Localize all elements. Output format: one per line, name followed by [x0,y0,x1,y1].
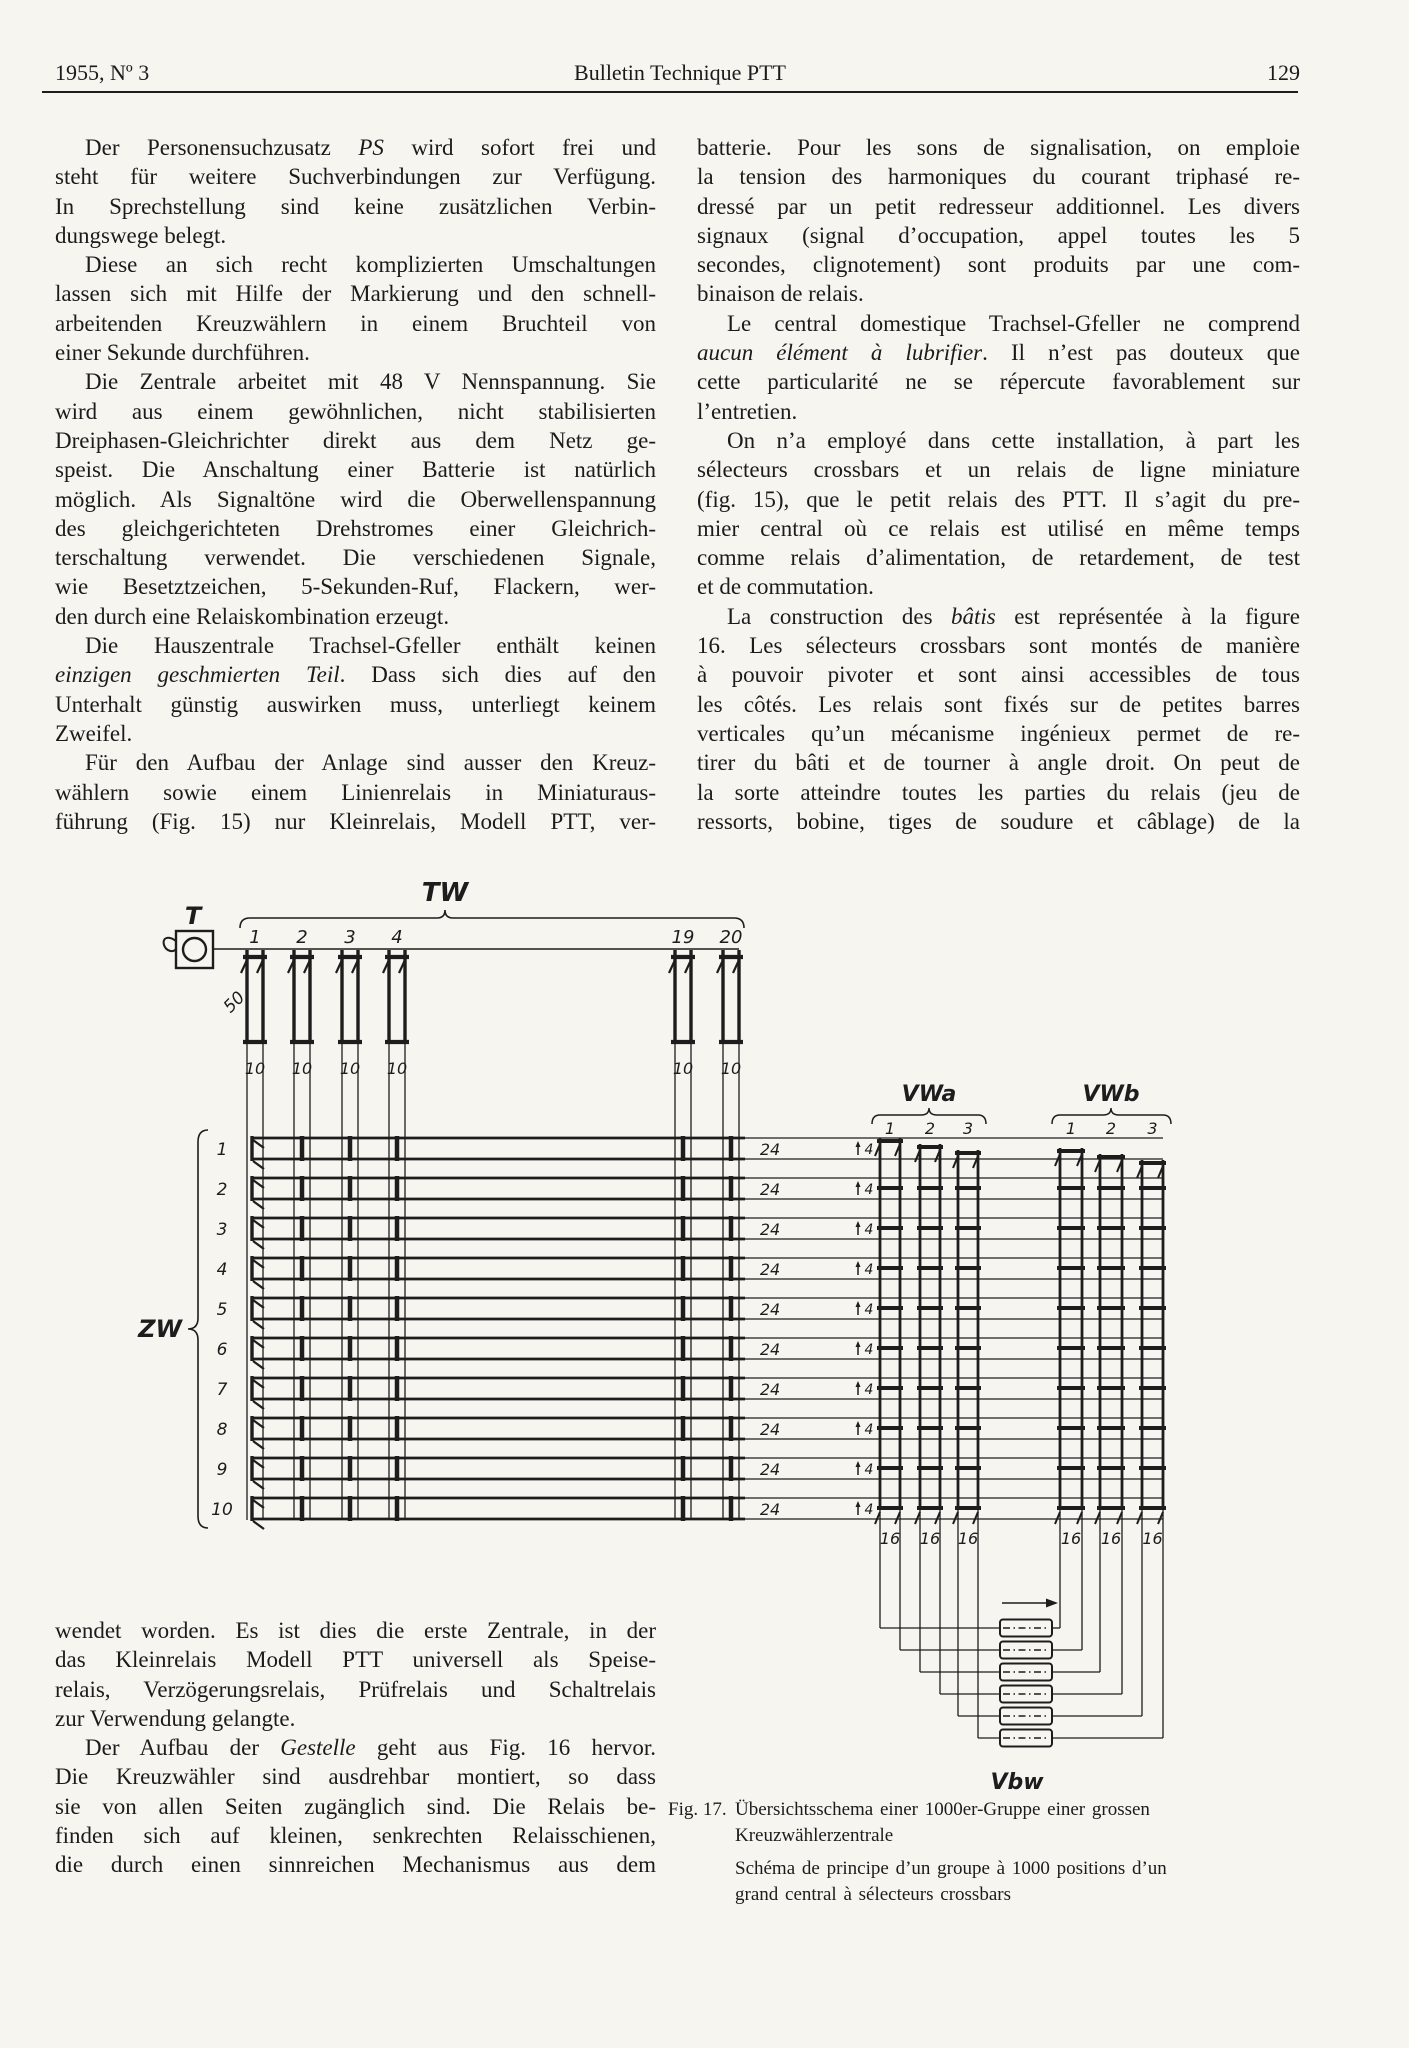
svg-text:24: 24 [759,1140,781,1159]
svg-text:6: 6 [216,1340,228,1360]
text-line: secondes, clignotement) sont produits par une com- [697,252,1300,278]
text-line: Der Personensuchzusatz PS wird sofort frei und [85,135,656,160]
text-line: (fig. 15), que le petit relais des PTT. Il s’agit du pre- [697,486,1300,512]
text-line: relais, Verzögerungsrelais, Prüfrelais und Schaltrelais [55,1676,656,1702]
svg-text:24: 24 [759,1500,781,1519]
svg-text:3: 3 [216,1220,228,1240]
text-line: ressorts, bobine, tiges de soudure et câblage) de la [697,808,1300,834]
svg-text:19: 19 [671,927,695,948]
tw-selector-column [241,927,267,1520]
svg-text:24: 24 [759,1420,781,1439]
text-line: den durch eine Relaiskombination erzeugt. [55,603,450,629]
svg-text:16: 16 [1060,1529,1082,1548]
svg-text:TW: TW [421,878,469,908]
svg-text:VWa: VWa [901,1082,957,1107]
svg-text:20: 20 [719,927,743,948]
caption-german [735,1797,1148,1849]
svg-text:10: 10 [720,1059,742,1078]
svg-text:4: 4 [864,1462,874,1478]
header-journal-title: Bulletin Technique PTT [574,60,786,85]
text-line: comme relais d’alimentation, de retardement, de test [697,545,1300,571]
svg-text:5: 5 [216,1300,228,1320]
text-line: verticales qu’un mécanisme ingénieux permet de re- [697,720,1300,746]
svg-text:2: 2 [924,1119,936,1138]
text-line: einzigen geschmierten Teil. Dass sich dies auf den [55,662,656,688]
text-line: finden sich auf kleinen, senkrechten Relaisschienen, [55,1823,656,1849]
svg-text:10: 10 [291,1059,313,1078]
svg-text:Vbw: Vbw [990,1770,1044,1795]
caption-line: Schéma de principe d’un groupe à 1000 positions d’un [735,1858,1167,1879]
svg-text:50: 50 [219,987,250,1018]
caption-line: grand central à sélecteurs crossbars [735,1884,1011,1905]
text-line: cette particularité ne se répercute favorablement sur [697,369,1300,395]
text-line: arbeitenden Kreuzwählern in einem Bruchteil von [55,310,656,336]
svg-text:10: 10 [672,1059,694,1078]
text-line: dungswege belegt. [55,222,227,248]
text-line: Die Kreuzwähler sind ausdrehbar montiert, so dass [55,1764,656,1790]
vw-selector-column [953,1119,981,1548]
header-issue: 1955, Nº 3 [55,60,150,85]
svg-text:24: 24 [759,1460,781,1479]
figure-caption [668,1797,1167,1908]
svg-text:24: 24 [759,1380,781,1399]
svg-text:24: 24 [759,1220,781,1239]
text-line: Zweifel. [55,720,133,746]
zw-section [137,1130,1163,1529]
svg-text:24: 24 [759,1260,781,1279]
svg-text:4: 4 [391,927,403,948]
svg-text:1: 1 [249,927,261,948]
svg-text:4: 4 [864,1222,874,1238]
text-line: la sorte atteindre toutes les parties du relais (jeu de [697,779,1300,805]
vw-section [872,1082,1171,1548]
svg-text:3: 3 [1147,1119,1158,1138]
svg-text:4: 4 [864,1342,874,1358]
text-line: In Sprechstellung sind keine zusätzlichen Verbin- [55,193,656,219]
vw-selector-column [1055,1119,1085,1548]
svg-text:24: 24 [759,1180,781,1199]
svg-text:1: 1 [884,1119,896,1138]
svg-text:1: 1 [1065,1119,1077,1138]
svg-text:16: 16 [1100,1529,1122,1548]
svg-text:3: 3 [344,927,356,948]
text-line: mier central où ce relais est utilisé en même temps [697,515,1300,541]
svg-text:7: 7 [216,1380,228,1400]
text-line: tirer du bâti et de tourner à angle droit. On peut de [697,750,1300,776]
svg-text:ZW: ZW [138,1315,182,1343]
text-line: dressé par un petit redresseur additionnel. Les divers [697,193,1300,219]
text-line: die durch einen sinnreichen Mechanismus aus dem [55,1852,656,1878]
vw-selector-column [1095,1119,1125,1548]
svg-text:4: 4 [864,1302,874,1318]
text-line: batterie. Pour les sons de signalisation, on emploie [697,135,1300,160]
text-line: möglich. Als Signaltöne wird die Oberwellenspannung [55,486,656,512]
svg-text:10: 10 [339,1059,361,1078]
svg-text:2: 2 [1105,1119,1117,1138]
svg-text:4: 4 [864,1502,874,1518]
text-line: binaison de relais. [697,281,864,307]
telephone-symbol [164,902,213,968]
text-line: sélecteurs crossbars et un relais de ligne miniature [697,457,1300,483]
text-line: lassen sich mit Hilfe der Markierung und den schnell- [55,281,656,307]
text-line: speist. Die Anschaltung einer Batterie ist natürlich [55,457,656,483]
caption-line: Übersichtsschema einer 1000er-Gruppe einer grossen [735,1799,1150,1820]
vw-selector-column [1137,1119,1166,1548]
zw-selector-row [211,1496,1163,1529]
svg-text:2: 2 [296,927,308,948]
svg-text:4: 4 [216,1260,228,1280]
text-line: führung (Fig. 15) nur Kleinrelais, Modell PTT, ver- [55,808,656,834]
svg-text:1: 1 [216,1140,228,1160]
text-line: Die Hauszentrale Trachsel-Gfeller enthält keinen [85,633,656,659]
text-line: aucun élément à lubrifier. Il n’est pas douteux que [697,340,1300,366]
svg-text:9: 9 [216,1460,228,1480]
direction-arrow-icon [1046,1599,1058,1608]
text-line: Diese an sich recht komplizierten Umschaltungen [85,252,656,278]
svg-text:16: 16 [919,1529,941,1548]
text-line: wird aus einem gewöhnlichen, nicht stabilisierten [55,398,656,424]
text-line: Le central domestique Trachsel-Gfeller ne comprend [727,310,1300,336]
text-line: sie von allen Seiten zugänglich sind. Die Relais be- [55,1793,656,1819]
text-line: On n’a employé dans cette installation, à part les [727,427,1300,453]
text-line: la tension des harmoniques du courant triphasé re- [697,164,1300,190]
svg-text:24: 24 [759,1300,781,1319]
text-line: wählern sowie einem Linienrelais in Miniaturaus- [55,779,656,805]
svg-text:4: 4 [864,1382,874,1398]
svg-text:T: T [184,902,202,930]
svg-text:4: 4 [864,1422,874,1438]
text-line: steht für weitere Suchverbindungen zur Verfügung. [55,164,656,190]
text-line: zur Verwendung gelangte. [55,1705,296,1731]
caption-french [735,1856,1167,1908]
vbw-section [880,1510,1163,1795]
svg-text:4: 4 [864,1142,874,1158]
header-page-number: 129 [1267,60,1300,85]
text-line: à pouvoir pivoter et sont ainsi accessibles de tous [697,662,1300,688]
text-line: les côtés. Les relais sont fixés sur de petites barres [697,691,1300,717]
svg-text:2: 2 [216,1180,228,1200]
svg-text:8: 8 [216,1420,228,1440]
svg-text:24: 24 [759,1340,781,1359]
text-line: wie Besetztzeichen, 5-Sekunden-Ruf, Flackern, wer- [55,574,656,600]
svg-text:3: 3 [962,1119,974,1138]
text-line: La construction des bâtis est représentée à la figure [727,603,1300,629]
text-line: des gleichgerichteten Drehstromes einer Gleichrich- [55,515,656,541]
svg-text:16: 16 [1142,1529,1163,1548]
svg-text:4: 4 [864,1262,874,1278]
text-line: terschaltung verwendet. Die verschiedenen Signale, [55,545,656,571]
text-line: Für den Aufbau der Anlage sind ausser den Kreuz- [85,750,656,776]
svg-text:VWb: VWb [1082,1082,1140,1107]
text-line: et de commutation. [697,574,874,600]
text-line: das Kleinrelais Modell PTT universell als Speise- [55,1647,656,1673]
text-line: Dreiphasen-Gleichrichter direkt aus dem Netz ge- [55,427,656,453]
caption-line: Kreuzwählerzentrale [735,1825,894,1846]
svg-text:16: 16 [879,1529,901,1548]
svg-text:4: 4 [864,1182,874,1198]
figure-caption-label: Fig. 17. [668,1799,727,1820]
text-line: Der Aufbau der Gestelle geht aus Fig. 16 hervor. [85,1735,656,1761]
vw-selector-column [915,1119,943,1548]
svg-text:10: 10 [244,1059,266,1078]
text-line: einer Sekunde durchführen. [55,340,310,366]
svg-text:16: 16 [957,1529,979,1548]
svg-text:10: 10 [211,1500,233,1520]
text-line: 16. Les sélecteurs crossbars sont montés de manière [697,633,1300,659]
text-line: Unterhalt günstig auswirken muss, unterliegt keinem [55,691,656,717]
text-line: signaux (signal d’occupation, appel toutes les 5 [697,222,1300,248]
vw-selector-column [875,1119,903,1548]
text-line: l’entretien. [697,398,798,424]
text-line: Die Zentrale arbeitet mit 48 V Nennspannung. Sie [85,369,656,395]
text-line: wendet worden. Es ist dies die erste Zentrale, in der [55,1618,656,1643]
svg-text:10: 10 [386,1059,408,1078]
